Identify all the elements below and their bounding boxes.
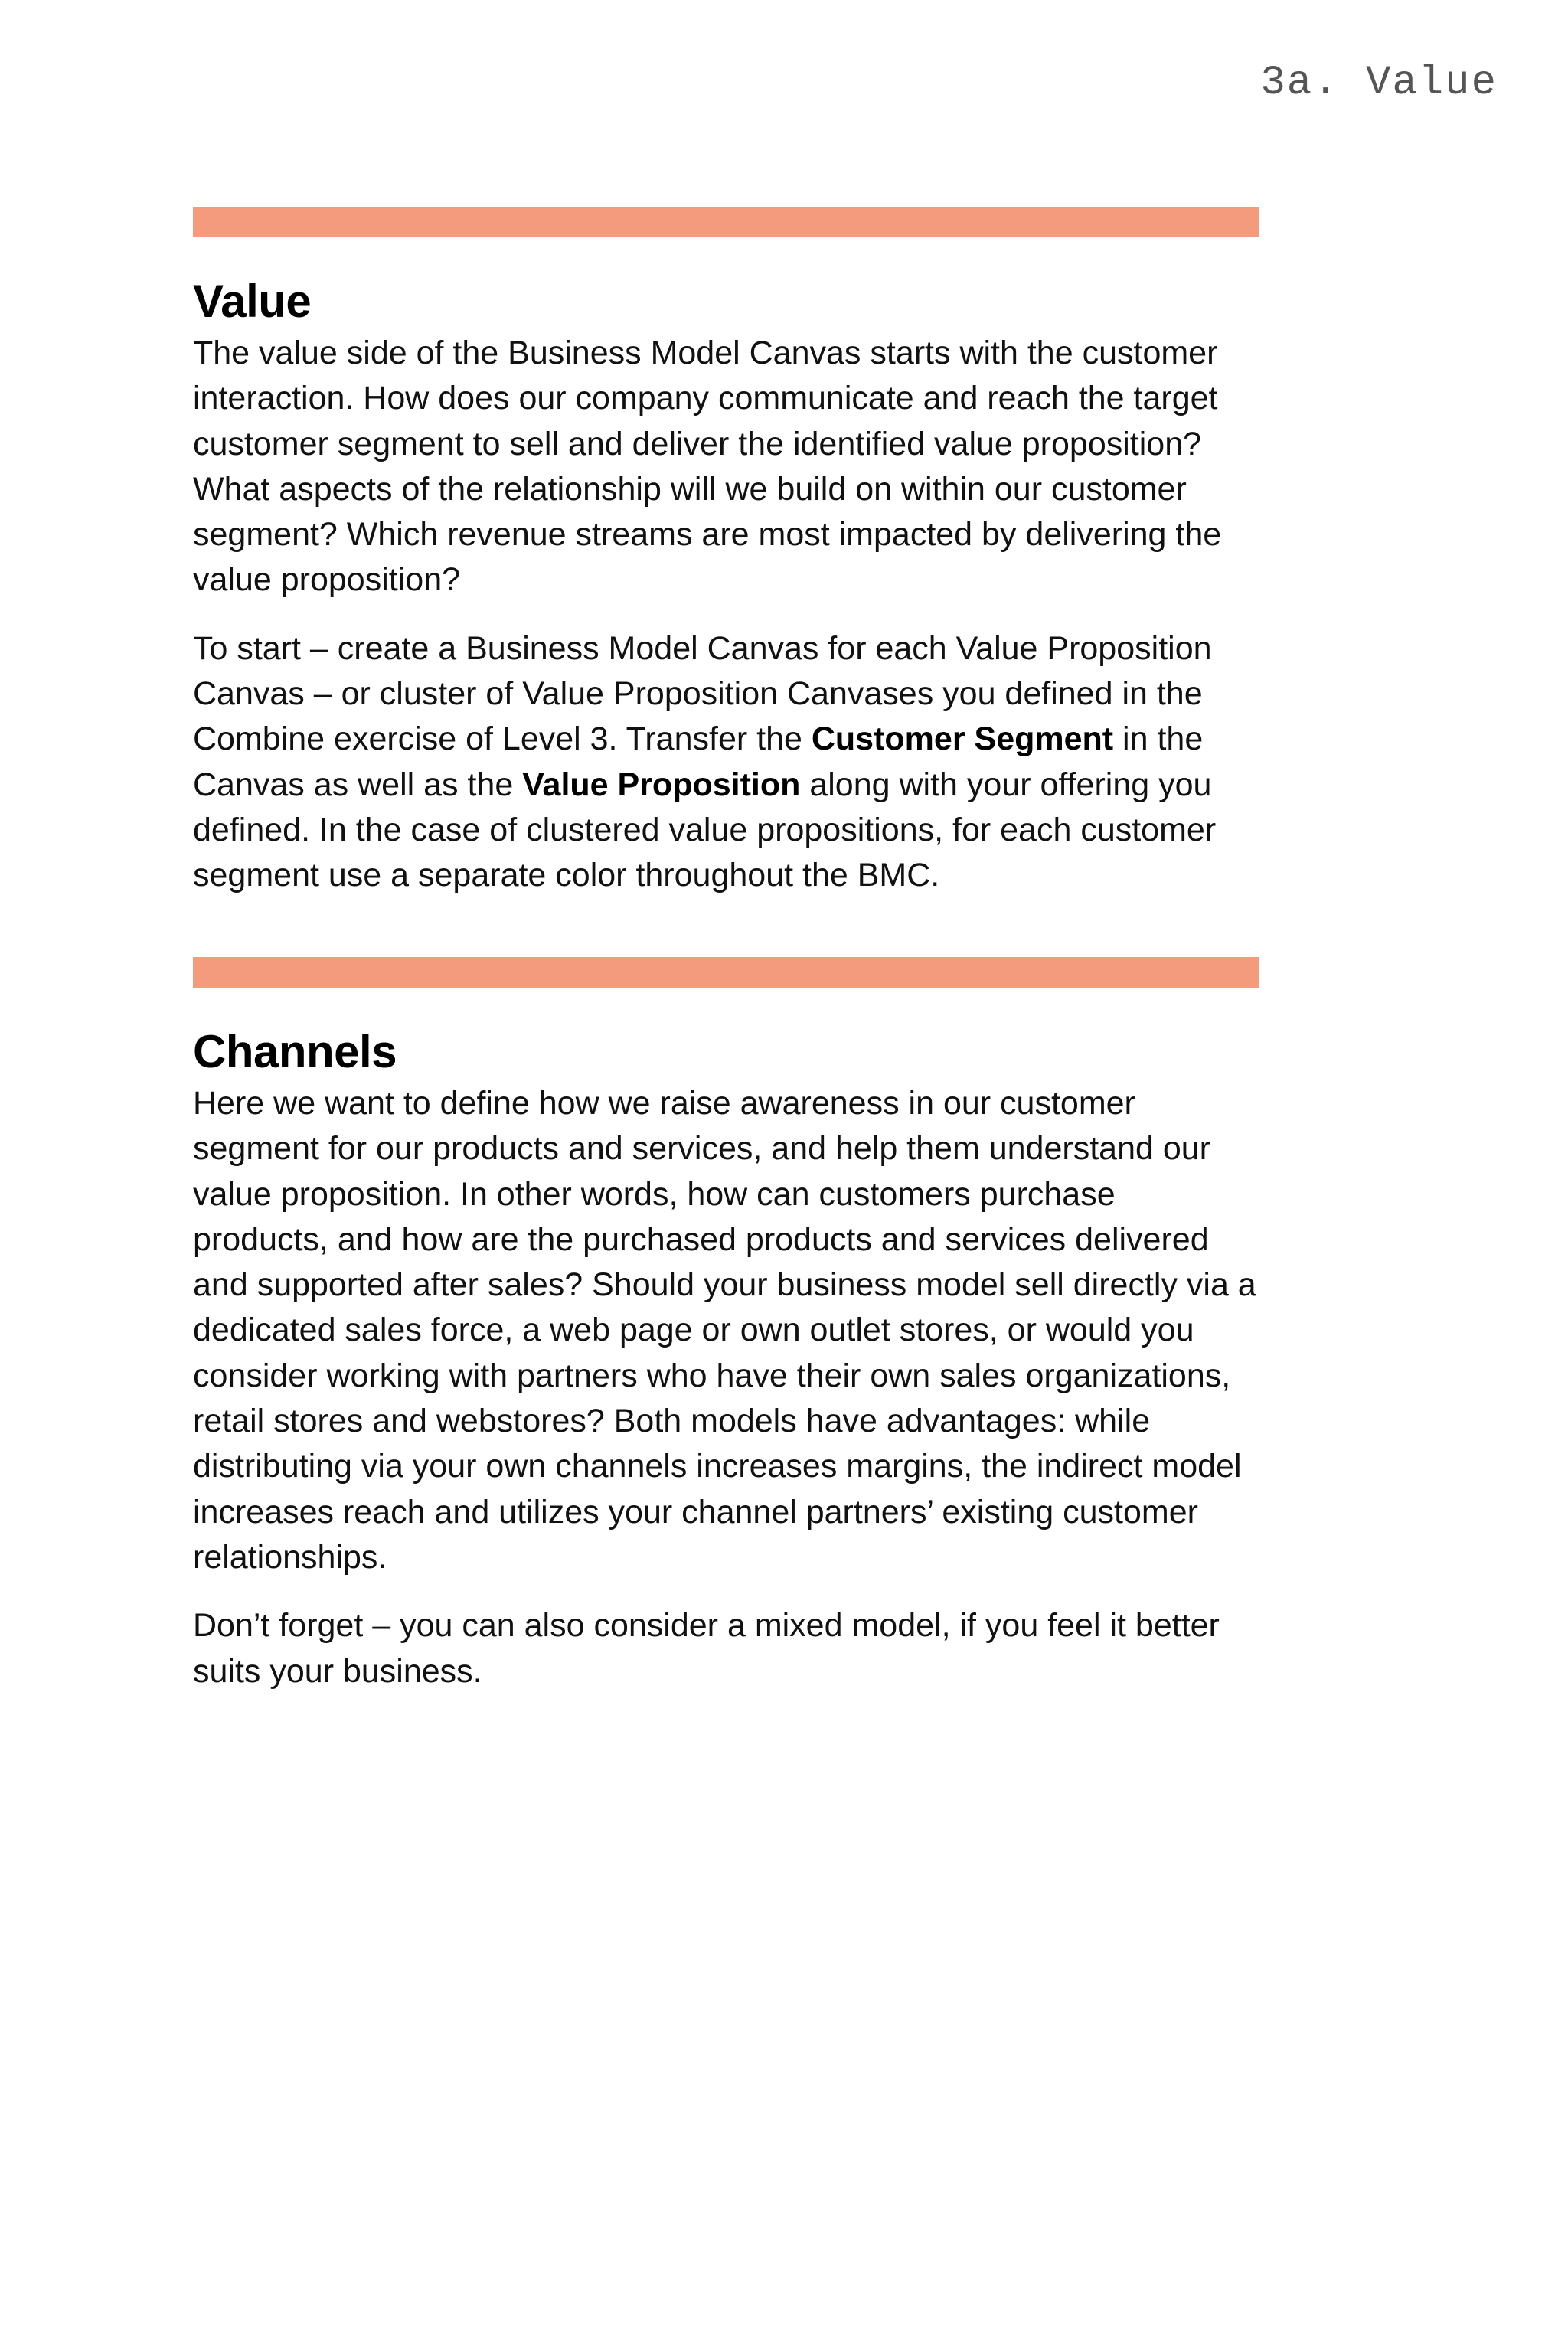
value-paragraph-1: The value side of the Business Model Canvas starts with the customer interaction. How does our company communicate and reach the target customer segment to sell and deliver the identified value proposition? What aspects of the relationship will we build on within our customer segment? Which revenue streams are most impacted by delivering the value proposition? xyxy=(193,335,1222,599)
value-paragraph-2 xyxy=(193,626,1259,899)
value-paragraph-2-part-2: in the Canvas as well as the xyxy=(193,720,1204,803)
customer-segment-term: Customer Segment xyxy=(811,720,1114,758)
channels-paragraph-2: Don’t forget – you can also consider a mixed model, if you feel it better suits your business. xyxy=(193,1607,1220,1690)
value-section-bar xyxy=(193,207,1259,237)
value-section xyxy=(193,207,1259,899)
channels-section-title: Channels xyxy=(193,1026,397,1077)
value-paragraph-2-part-3: along with your offering you defined. In the case of clustered value propositions, for each customer segment use a separate color throughout the BMC. xyxy=(193,766,1217,894)
value-section-title: Value xyxy=(193,276,312,327)
value-paragraph-2-part-1: To start – create a Business Model Canvas for each Value Proposition Canvas – or cluster of Value Proposition Canvases you defined in the Combine exercise of Level 3. Transfer the xyxy=(193,629,1212,758)
running-header: 3a. Value xyxy=(1260,60,1498,106)
channels-section xyxy=(193,957,1259,1694)
value-proposition-term: Value Proposition xyxy=(522,766,801,803)
channels-paragraph-1: Here we want to define how we raise awareness in our customer segment for our products and services, and help them understand our value proposition. In other words, how can customers purchase products, and how are the purchased products and services delivered and supported after sales? Should your business model sell directly via a dedicated sales force, a web page or own outlet stores, or would you consider working with partners who have their own sales organizations, retail stores and webstores? Both models have advantages: while distributing via your own channels increases margins, the indirect model increases reach and utilizes your channel partners’ existing customer relationships. xyxy=(193,1085,1256,1576)
channels-section-bar xyxy=(193,957,1259,988)
